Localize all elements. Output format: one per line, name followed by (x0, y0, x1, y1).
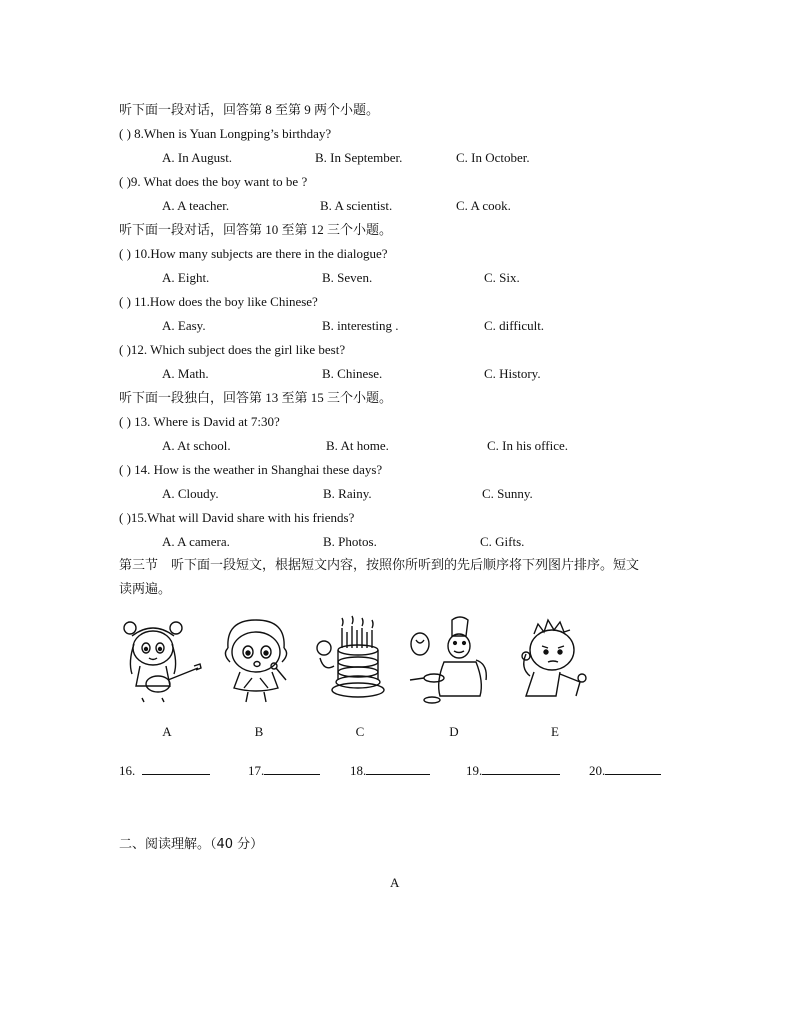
birthday-cake-icon (312, 614, 396, 704)
answer-number-20: 20. (589, 763, 606, 778)
picture-label-b: B (254, 724, 264, 739)
question-14-option-b: B. Rainy. (323, 486, 372, 501)
section3-instruction: 第三节 听下面一段短文，根据短文内容，按照你所听到的先后顺序将下列图片排序。短文 (119, 558, 640, 573)
question-12-option-a: A. Math. (162, 366, 209, 381)
question-15-option-c: C. Gifts. (480, 534, 525, 549)
question-11-stem: ( ) 11.How does the boy like Chinese? (119, 294, 318, 309)
question-10-stem: ( ) 10.How many subjects are there in the dialogue? (119, 246, 388, 261)
question-8-option-b: B. In September. (315, 150, 403, 165)
question-15-option-a: A. A camera. (162, 534, 230, 549)
section3-instruction-cont: 读两遍。 (119, 582, 172, 597)
question-12-option-b: B. Chinese. (322, 366, 383, 381)
question-12-stem: ( )12. Which subject does the girl like best? (119, 342, 346, 357)
question-9-option-a: A. A teacher. (162, 198, 230, 213)
question-11-option-b: B. interesting . (322, 318, 399, 333)
question-13-stem: ( ) 13. Where is David at 7:30? (119, 414, 280, 429)
monolog-intro: 听下面一段独白，回答第 13 至第 15 三个小题。 (119, 390, 393, 405)
picture-label-d: D (449, 724, 459, 739)
question-9-option-b: B. A scientist. (320, 198, 393, 213)
question-14-stem: ( ) 14. How is the weather in Shanghai these days? (119, 462, 383, 477)
question-8-option-a: A. In August. (162, 150, 233, 165)
picture-label-c: C (355, 724, 365, 739)
boy-thinking-icon (512, 614, 596, 704)
answer-number-17: 17. (248, 763, 265, 778)
girl-guitar-icon (118, 614, 202, 704)
answer-number-18: 18. (350, 763, 367, 778)
chef-cooking-icon (404, 614, 488, 704)
part2-title: 二、阅读理解。（40 分） (119, 837, 264, 852)
question-9-option-c: C. A cook. (456, 198, 511, 213)
question-13-option-b: B. At home. (326, 438, 389, 453)
answer-number-19: 19. (466, 763, 483, 778)
answer-blank-19[interactable] (466, 762, 560, 779)
question-13-option-a: A. At school. (162, 438, 231, 453)
answer-blank-18[interactable] (350, 762, 430, 779)
question-13-option-c: C. In his office. (487, 438, 568, 453)
answer-blank-17[interactable] (248, 762, 320, 779)
dialog2-intro: 听下面一段对话，回答第 10 至第 12 三个小题。 (119, 222, 393, 237)
answer-blank-20[interactable] (589, 762, 661, 779)
question-14-option-c: C. Sunny. (482, 486, 533, 501)
picture-label-a: A (162, 724, 172, 739)
answer-number-16: 16. (119, 763, 136, 778)
question-8-option-c: C. In October. (456, 150, 530, 165)
question-11-option-a: A. Easy. (162, 318, 206, 333)
question-8-stem: ( ) 8.When is Yuan Longping’s birthday? (119, 126, 332, 141)
passage-label: A (390, 875, 400, 890)
question-10-option-a: A. Eight. (162, 270, 210, 285)
picture-label-e: E (551, 724, 559, 739)
question-15-option-b: B. Photos. (323, 534, 377, 549)
question-14-option-a: A. Cloudy. (162, 486, 219, 501)
answer-blank-16[interactable] (119, 762, 210, 779)
girl-singing-icon (214, 614, 298, 704)
question-11-option-c: C. difficult. (484, 318, 545, 333)
dialog1-intro: 听下面一段对话，回答第 8 至第 9 两个小题。 (119, 102, 380, 117)
question-10-option-c: C. Six. (484, 270, 520, 285)
question-15-stem: ( )15.What will David share with his friends? (119, 510, 355, 525)
question-10-option-b: B. Seven. (322, 270, 373, 285)
question-12-option-c: C. History. (484, 366, 541, 381)
question-9-stem: ( )9. What does the boy want to be ? (119, 174, 308, 189)
